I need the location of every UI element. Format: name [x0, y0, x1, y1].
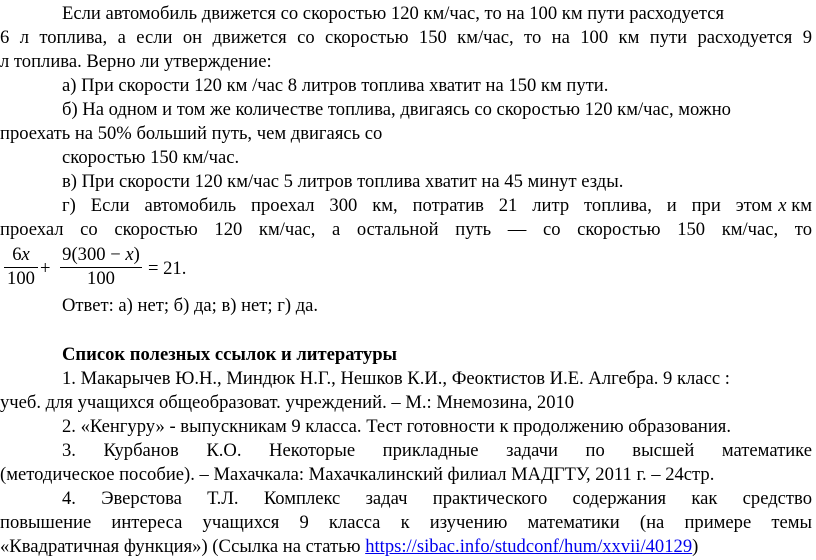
statement-b-line-3: скоростью 150 км/час.: [62, 147, 240, 168]
fraction-1-denominator: 100: [7, 268, 35, 289]
fraction-2: [60, 244, 142, 290]
reference-1-line-1: 1. Макарычев Ю.Н., Миндюк Н.Г., Нешков К.И., Феоктистов И.Е. Алгебра. 9 класс :: [62, 368, 730, 389]
statement-d-post: км: [786, 195, 812, 216]
statement-b-line-2: проехать на 50% больший путь, чем двигаясь со: [0, 123, 383, 144]
problem-line-3: л топлива. Верно ли утверждение:: [0, 51, 272, 72]
reference-4-line-3-text: «Квадратичная функция») (Ссылка на статью: [0, 536, 366, 557]
problem-line-2: 6 л топлива, а если он движется со скоростью 150 км/час, то на 100 км пути расходуется 9: [0, 27, 812, 48]
statement-a: а) При скорости 120 км /час 8 литров топлива хватит на 150 км пути.: [62, 75, 609, 96]
reference-3-line-2: (методическое пособие). – Махачкала: Махачкалинский филиал МАДГТУ, 2011 г. – 24стр.: [0, 464, 715, 485]
statement-d-pre: г) Если автомобиль проехал 300 км, потратив 21 литр топлива, и при этом: [62, 195, 773, 216]
reference-1-line-2: учеб. для учащихся общеобразоват. учреждений. – М.: Мнемозина, 2010: [0, 392, 575, 413]
problem-line-1: Если автомобиль движется со скоростью 120 км/час, то на 100 км пути расходуется: [62, 3, 725, 24]
fraction-1-numerator: 6x: [12, 244, 30, 265]
reference-2: 2. «Кенгуру» - выпускникам 9 класса. Тест готовности к продолжению образования.: [62, 416, 731, 437]
statement-b-line-1: б) На одном и том же количестве топлива, двигаясь со скоростью 120 км/час, можно: [62, 99, 731, 120]
equals-rhs: = 21.: [148, 258, 187, 279]
reference-4-line-3: [0, 535, 698, 559]
article-link[interactable]: https://sibac.info/studconf/hum/xxvii/40129: [365, 536, 693, 557]
reference-3-line-1: 3. Курбанов К.О. Некоторые прикладные задачи по высшей математике: [62, 440, 812, 461]
statement-d-line-1: [62, 194, 812, 218]
answer: Ответ: а) нет; б) да; в) нет; г) да.: [62, 295, 319, 316]
statement-c: в) При скорости 120 км/час 5 литров топлива хватит на 45 минут езды.: [62, 171, 624, 192]
statement-d-text: [62, 194, 812, 218]
statement-d-line-2: проехал со скоростью 120 км/час, а остальной путь — со скоростью 150 км/час, то: [0, 219, 812, 240]
references-heading: Список полезных ссылок и литературы: [62, 344, 398, 365]
fraction-1: [4, 244, 38, 290]
plus-sign: +: [40, 258, 51, 279]
fraction-2-numerator: 9(300 − x): [62, 244, 140, 265]
fraction-2-denominator: 100: [87, 268, 115, 289]
reference-4-line-2: повышение интереса учащихся 9 класса к изучению математики (на примере темы: [0, 512, 812, 533]
reference-4-line-1: 4. Эверстова Т.Л. Комплекс задач практического содержания как средство: [62, 488, 812, 509]
reference-4-closing-paren: ): [692, 536, 699, 557]
statement-d-var: x: [778, 195, 787, 216]
